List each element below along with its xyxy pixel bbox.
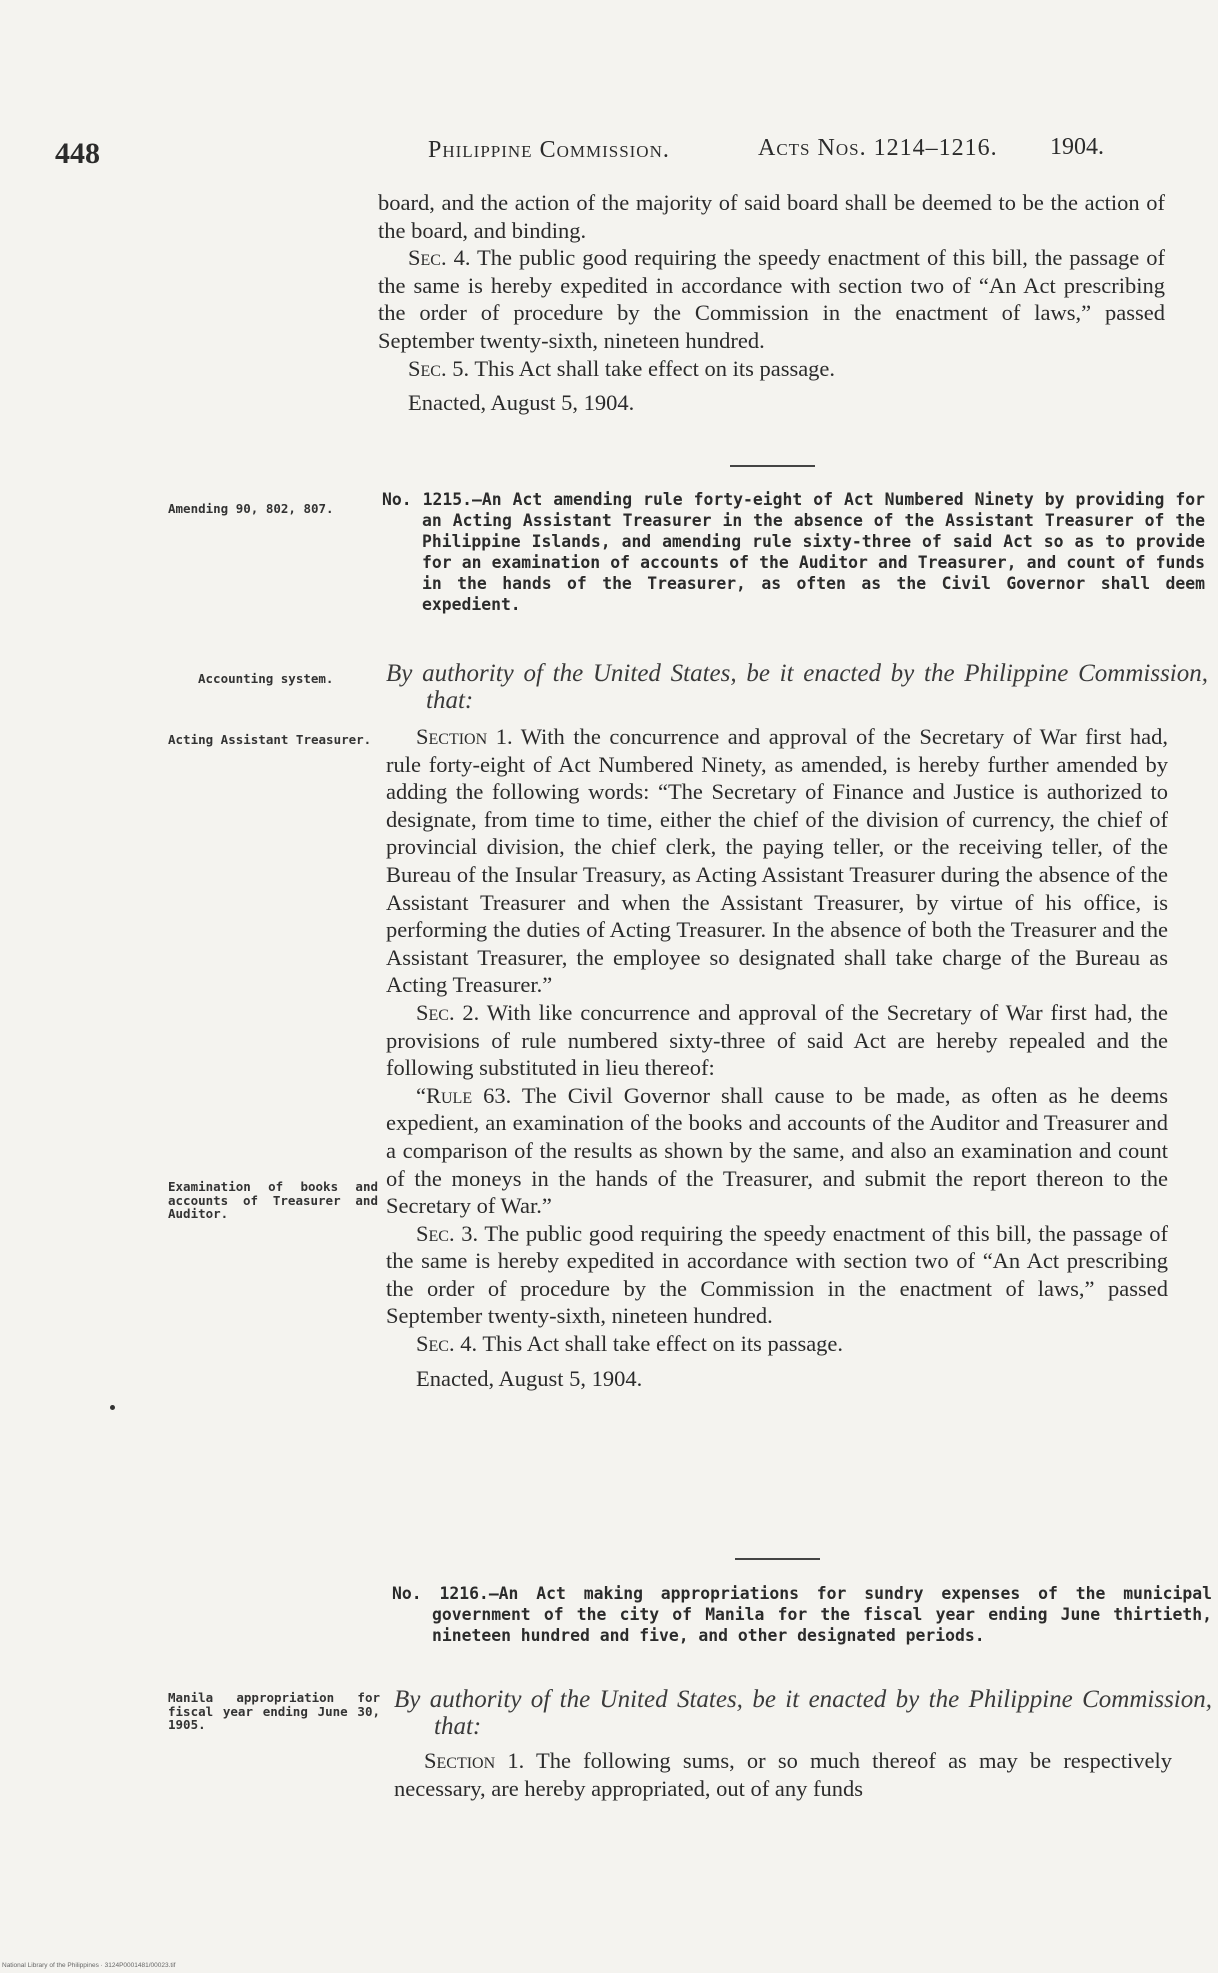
section-text: With the concurrence and approval of the Secretary of War first had, rule forty-eight of Act Numbered Ninety, as amended, is hereby further amended by adding the following words: “The Secretary of Finance and Justice is authorized to designate, from time to time, either the chief of the division of currency, the chief of provincial division, the chief clerk, the paying teller, or the receiving teller, of the Bureau of the Insular Treasury, as Acting Assistant Treasurer during the absence of the Assistant Treasurer and when the Assistant Treasurer, by virtue of his office, is performing the duties of Acting Treasurer. In the absence of both the Treasurer and the Assistant Treasurer, the employee so designated shall take charge of the Bureau as Acting Treasurer.” bbox=[386, 724, 1169, 998]
stray-mark bbox=[110, 1405, 115, 1410]
margin-note-manila: Manila appropriation for fiscal year ending June 30, 1905. bbox=[168, 1690, 380, 1732]
act-title-text: —An Act amending rule forty-eight of Act Numbered Ninety by providing for an Acting Assistant Treasurer in the absence of the Assistant Treasurer of the Philippine Islands, and amending rule sixty-three of said Act so as to provide for an examination of accounts of the Auditor and Treasurer, and count of funds in the hands of the Treasurer, as often as the Civil Governor shall deem expedient. bbox=[422, 490, 1205, 614]
page-number: 448 bbox=[55, 137, 100, 170]
margin-note-examination: Examination of books and accounts of Treasurer and Auditor. bbox=[168, 1179, 378, 1221]
act-1215-title bbox=[382, 489, 1205, 615]
section-1-paragraph bbox=[394, 1747, 1172, 1802]
scan-footer: National Library of the Philippines · 3124P0001481/00023.tif bbox=[2, 1962, 176, 1969]
enacting-clause: By authority of the United States, be it enacted by the Philippine Commission, that: bbox=[386, 660, 1208, 714]
section-label: Section 1. bbox=[424, 1748, 525, 1773]
section-label: Sec. 3. bbox=[416, 1220, 479, 1246]
margin-note-amending: Amending 90, 802, 807. bbox=[168, 501, 334, 516]
section-label: Sec. 5. bbox=[408, 355, 470, 381]
continuation-paragraph: board, and the action of the majority of said board shall be deemed to be the action of the board, and binding. bbox=[378, 190, 1165, 243]
act-1215-body bbox=[386, 723, 1168, 1392]
act-title-text: —An Act making appropriations for sundry expenses of the municipal government of the city of Manila for the fiscal year ending June thirtieth, nineteen hundred and five, and other designated periods. bbox=[432, 1584, 1213, 1645]
running-title: Philippine Commission. bbox=[428, 137, 670, 163]
section-3-paragraph bbox=[386, 1220, 1168, 1330]
section-text: With like concurrence and approval of the Secretary of War first had, the provisions of rule numbered sixty-three of said Act are hereby repealed and the following substituted in lieu thereof: bbox=[386, 999, 1168, 1081]
rule-text: The Civil Governor shall cause to be made, as often as he deems expedient, an examination of the books and accounts of the Auditor and Treasurer and a comparison of the results as shown by the same, and also an examination and count of the moneys in the hands of the Treasurer, and submit the report thereon to the Secretary of War.” bbox=[386, 1082, 1168, 1219]
section-2-paragraph bbox=[386, 999, 1168, 1082]
section-text: The following sums, or so much thereof as may be respectively necessary, are hereby appropriated, out of any funds bbox=[394, 1748, 1173, 1801]
section-text: This Act shall take effect on its passage. bbox=[482, 1331, 844, 1357]
section-1-paragraph bbox=[386, 723, 1168, 999]
section-label: Sec. 4. bbox=[408, 245, 471, 271]
section-text: The public good requiring the speedy enactment of this bill, the passage of the same is hereby expedited in accordance with section two of “An Act prescribing the order of procedure by the Commission in the enactment of laws,” passed September twenty-sixth, nineteen hundred. bbox=[386, 1220, 1168, 1329]
enacted-line: Enacted, August 5, 1904. bbox=[408, 390, 635, 416]
section-4-paragraph bbox=[386, 1330, 1168, 1358]
section-label: Sec. 2. bbox=[416, 999, 480, 1025]
rule-63-paragraph bbox=[386, 1082, 1168, 1220]
section-text: This Act shall take effect on its passage. bbox=[474, 355, 836, 381]
section-label: Section 1. bbox=[416, 724, 513, 749]
rule-label: “Rule 63. bbox=[416, 1082, 512, 1108]
act-number: No. 1216. bbox=[392, 1584, 489, 1603]
enacted-line: Enacted, August 5, 1904. bbox=[416, 1365, 643, 1391]
section-text: The public good requiring the speedy enactment of this bill, the passage of the same is hereby expedited in accordance with section two of “An Act prescribing the order of procedure by the Commission in the enactment of laws,” passed September twenty-sixth, nineteen hundred. bbox=[378, 245, 1165, 353]
margin-note-acting-treasurer: Acting Assistant Treasurer. bbox=[168, 732, 372, 747]
act-1216-title bbox=[392, 1583, 1212, 1646]
header-year: 1904. bbox=[1050, 134, 1104, 160]
act-1216-body bbox=[394, 1747, 1172, 1802]
act-number: No. 1215. bbox=[382, 490, 472, 509]
margin-note-accounting: Accounting system. bbox=[198, 671, 334, 686]
enacting-clause: By authority of the United States, be it enacted by the Philippine Commission, that: bbox=[394, 1686, 1212, 1740]
acts-range: Acts Nos. 1214–1216. bbox=[758, 135, 998, 161]
section-divider bbox=[735, 1558, 820, 1560]
section-5-paragraph bbox=[378, 355, 1165, 383]
section-divider bbox=[730, 465, 815, 467]
section-label: Sec. 4. bbox=[416, 1331, 478, 1357]
continuation-block bbox=[378, 189, 1165, 417]
section-4-paragraph bbox=[378, 244, 1165, 354]
